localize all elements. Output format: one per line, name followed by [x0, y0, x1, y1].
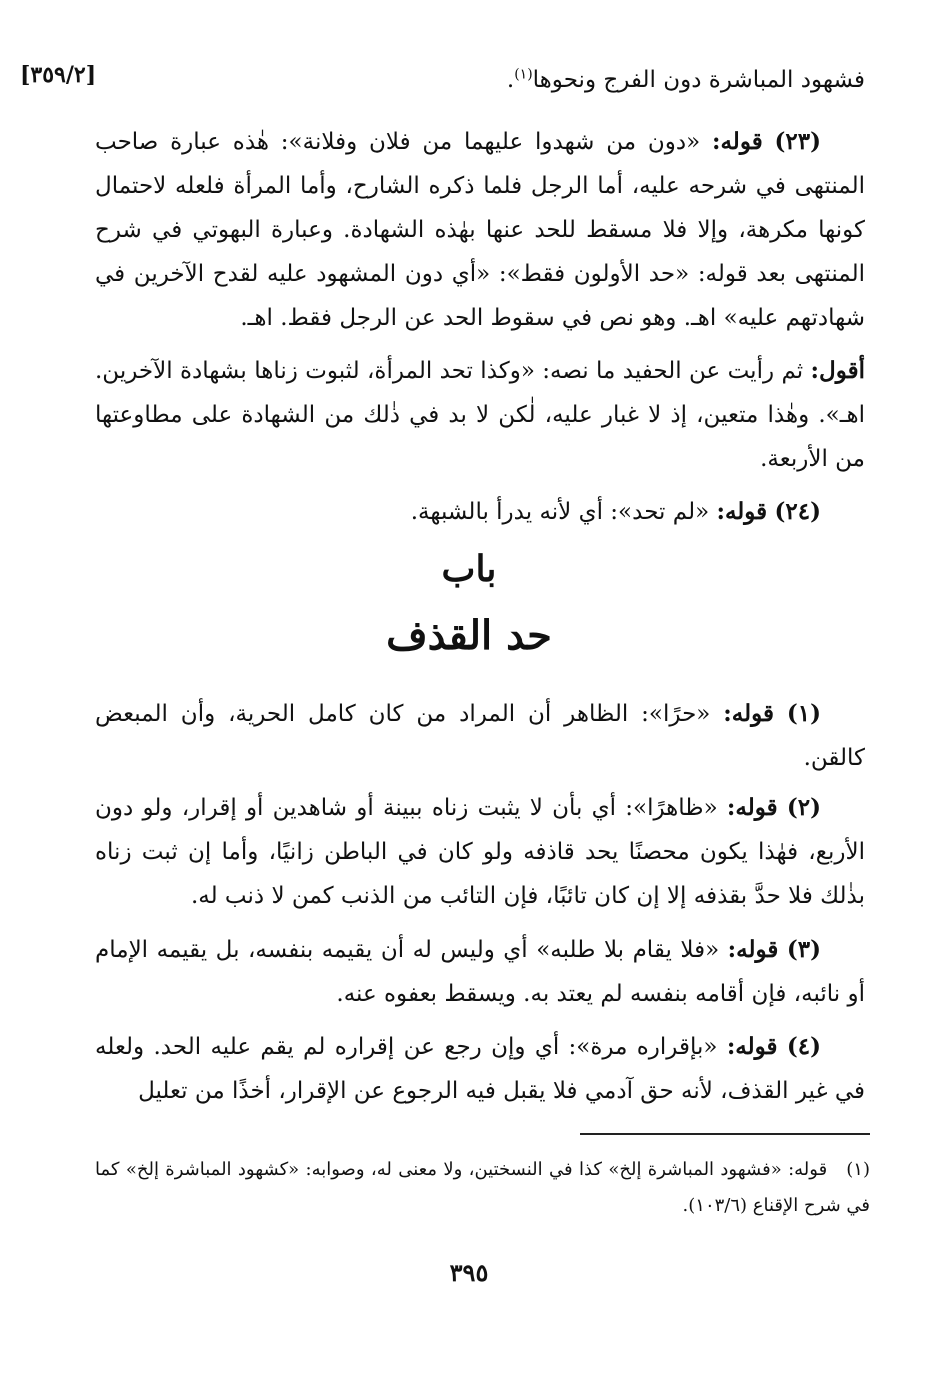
paragraph-number: (٣)	[786, 936, 821, 963]
section-paragraph-2	[95, 786, 865, 918]
paragraph-text: «فلا يقام بلا طلبه» أي وليس له أن يقيمه بنفسه، بل يقيمه الإمام أو نائبه، فإن أقامه بنفسه لم يعتد به. ويسقط بعفوه عنه.	[95, 937, 865, 1007]
footnote-text: قوله: «فشهود المباشرة إلخ» كذا في النسختين، ولا معنى له، وصوابه: «كشهود المباشرة إلخ» كما في شرح الإقناع (١٠٣/٦).	[95, 1159, 870, 1216]
footnote	[95, 1152, 870, 1224]
paragraph-keyword: قوله:	[727, 936, 779, 963]
paragraph-number: (٢٤)	[774, 498, 821, 525]
section-title: حد القذف	[386, 612, 552, 659]
section-paragraph-1	[95, 692, 865, 780]
section-bab-heading: باب	[441, 548, 497, 590]
paragraph-text: «ظاهرًا»: أي بأن لا يثبت زناه ببينة أو شاهدين أو إقرار، ولو دون الأربع، فهٰذا يكون محصنًا يحد قاذفه ولو كان في الباطن زانيًا، وأما إن ثبت زناه بذٰلك فلا حدَّ بقذفه إلا إن كان تائبًا، فإن التائب من الذنب كمن لا ذنب له.	[95, 795, 865, 909]
paragraph-text: «بإقراره مرة»: أي وإن رجع عن إقراره لم يقم عليه الحد. ولعله في غير القذف، لأنه حق آدمي فلا يقبل فيه الرجوع عن الإقرار، أخذًا من تعليل	[95, 1034, 865, 1104]
paragraph-text: «دون من شهدوا عليهما من فلان وفلانة»: هٰذه عبارة صاحب المنتهى في شرحه عليه، أما الرجل فلما ذكره الشارح، وأما المرأة فلعله لاحتمال كونها مكرهة، وإلا فلا مسقط للحد عنها بهٰذه الشهادة. وعبارة البهوتي في شرح المنتهى بعد قوله: «حد الأولون فقط»: «أي دون المشهود عليه لقدح الآخرين في شهادتهم عليه» اهـ. وهو نص في سقوط الحد عن الرجل فقط. اهـ.	[95, 129, 865, 331]
section-paragraph-4	[95, 1025, 865, 1113]
section-paragraph-3	[95, 928, 865, 1016]
paragraph-keyword: قوله:	[716, 498, 768, 525]
paragraph-23	[95, 120, 865, 340]
page-reference: [٣٥٩/٢]	[20, 62, 97, 88]
paragraph-number: (١)	[786, 700, 821, 727]
paragraph-keyword: قوله:	[723, 700, 774, 727]
continuation-line: فشهود المباشرة دون الفرج ونحوها$^{(١)}$.	[506, 66, 865, 93]
continuation-text: فشهود المباشرة دون الفرج ونحوها	[532, 67, 865, 93]
paragraph-text: ثم رأيت عن الحفيد ما نصه: «وكذا تحد المرأة، لثبوت زناها بشهادة الآخرين. اهـ». وهٰذا متعين، إذ لا غبار عليه، لٰكن لا بد في ذٰلك من الشهادة على مطاوعتها من الأربعة.	[95, 358, 865, 472]
paragraph-number: (٤)	[786, 1033, 822, 1060]
paragraph-number: (٢٣)	[774, 128, 821, 155]
paragraph-keyword: قوله:	[726, 1033, 778, 1060]
page-number: ٣٩٥	[449, 1258, 489, 1287]
paragraph-24	[95, 490, 865, 534]
paragraph-keyword: أقول:	[810, 357, 866, 384]
paragraph-number: (٢)	[786, 794, 822, 821]
footnote-marker-ref: (١)	[514, 66, 533, 83]
paragraph-keyword: قوله:	[711, 128, 763, 155]
footnote-divider	[580, 1133, 870, 1135]
footnote-marker: (١)	[846, 1159, 870, 1180]
paragraph-aqul	[95, 349, 865, 481]
paragraph-text: «حرًا»: الظاهر أن المراد من كان كامل الحرية، وأن المبعض كالقن.	[95, 701, 865, 771]
paragraph-text: «لم تحد»: أي لأنه يدرأ بالشبهة.	[410, 499, 710, 525]
paragraph-keyword: قوله:	[726, 794, 778, 821]
